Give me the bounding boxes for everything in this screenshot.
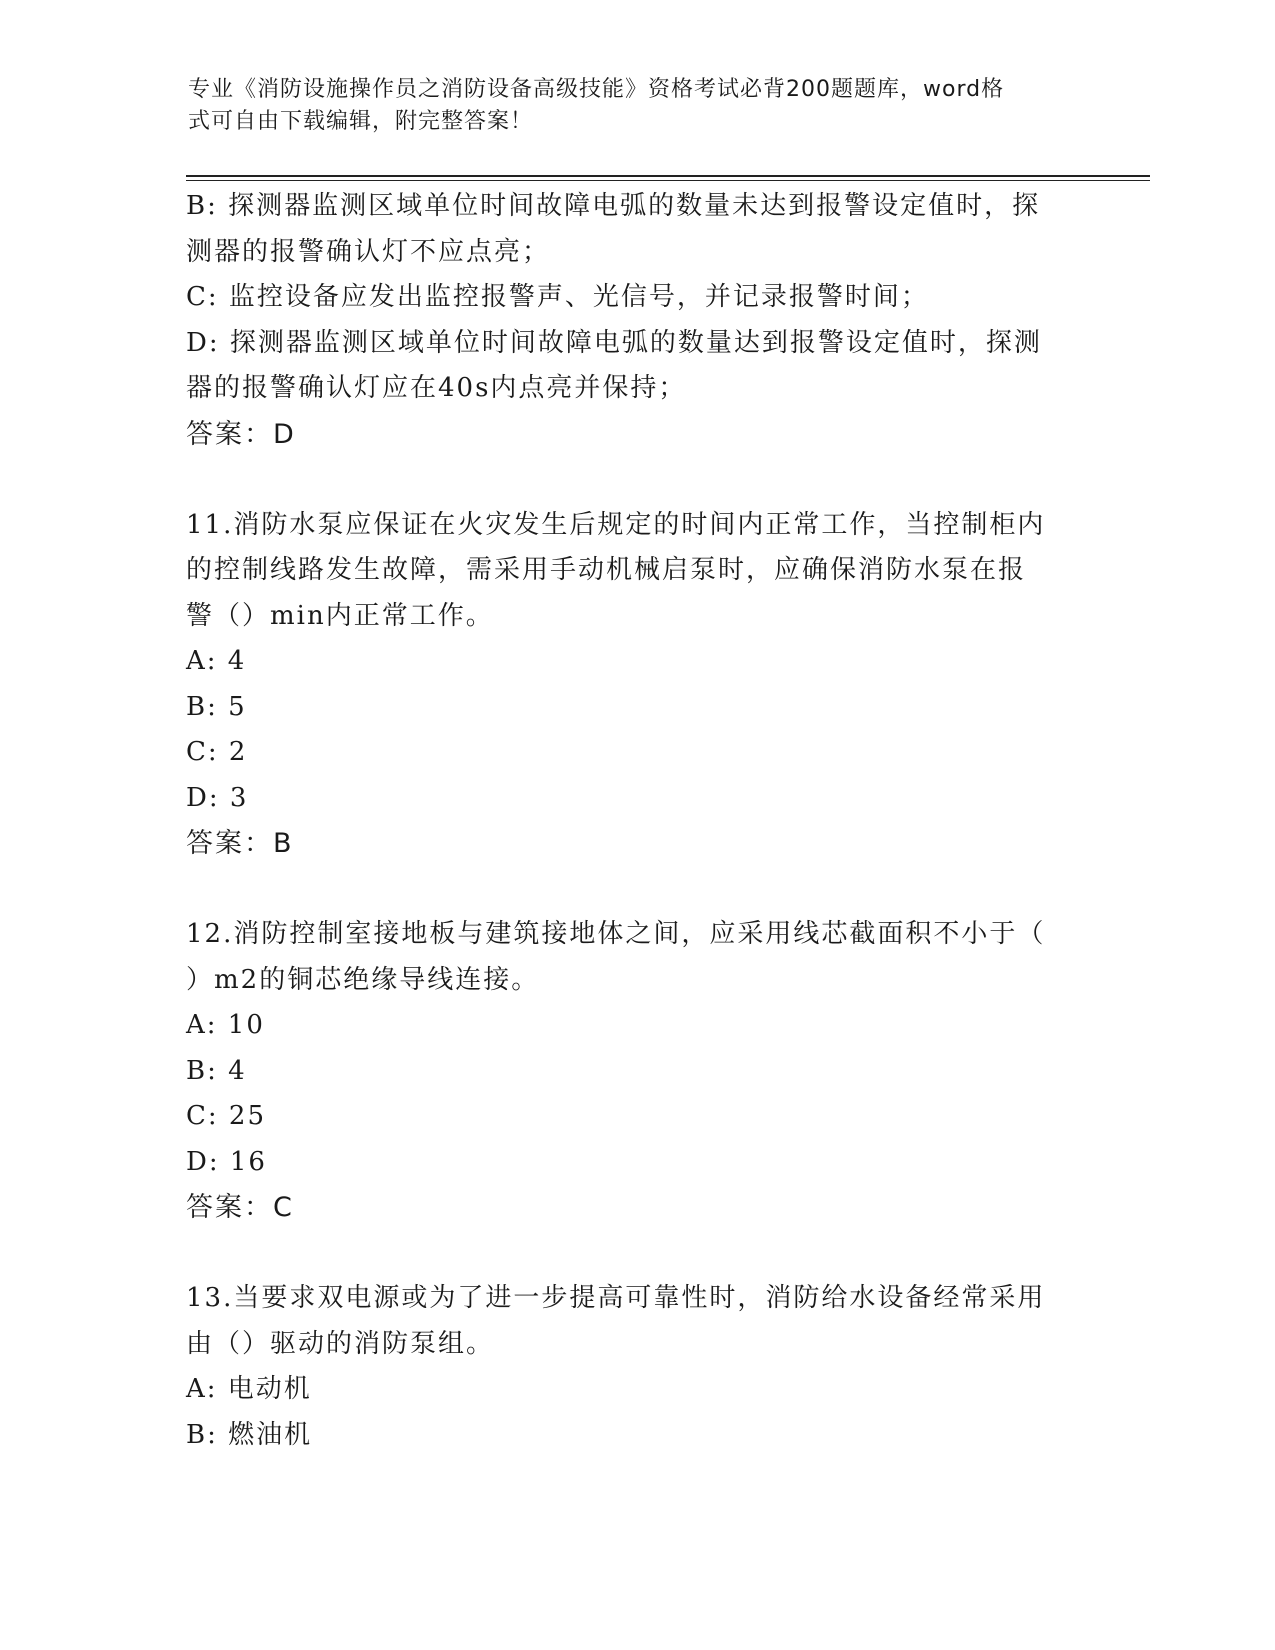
option-c: C: 2 xyxy=(186,737,248,767)
option-d: D: 16 xyxy=(186,1146,267,1177)
answer: 答案：B xyxy=(186,828,294,859)
header-line-2: 式可自由下载编辑，附完整答案！ xyxy=(188,109,534,134)
question-text-line-1: 12.消防控制室接地板与建筑接地体之间，应采用线芯截面积不小于（ xyxy=(186,919,1046,949)
spacer xyxy=(186,1231,1076,1277)
question-12 xyxy=(186,912,1076,1231)
question-13 xyxy=(186,1276,1076,1458)
option-d-line-1: D: 探测器监测区域单位时间故障电弧的数量达到报警设定值时，探测 xyxy=(186,327,1042,358)
question-text-line-2: ）m2的铜芯绝缘导线连接。 xyxy=(186,964,540,995)
document-header xyxy=(188,74,1068,138)
header-line-1: 专业《消防设施操作员之消防设备高级技能》资格考试必背200题题库，word格 xyxy=(188,77,1005,102)
question-10-tail xyxy=(186,184,1076,457)
option-d-line-2: 器的报警确认灯应在40s内点亮并保持； xyxy=(186,373,687,403)
question-text-line-3: 警（）min内正常工作。 xyxy=(186,600,494,631)
answer: 答案：C xyxy=(186,1192,294,1223)
spacer xyxy=(186,457,1076,503)
option-b: B: 5 xyxy=(186,691,247,722)
option-b-line-1: B: 探测器监测区域单位时间故障电弧的数量未达到报警设定值时，探 xyxy=(186,191,1041,221)
header-divider xyxy=(186,175,1150,181)
question-text-line-2: 的控制线路发生故障，需采用手动机械启泵时，应确保消防水泵在报 xyxy=(186,555,1027,585)
option-b-line-2: 测器的报警确认灯不应点亮； xyxy=(186,236,551,267)
question-text-line-1: 11.消防水泵应保证在火灾发生后规定的时间内正常工作，当控制柜内 xyxy=(186,509,1046,540)
question-content xyxy=(186,184,1076,1458)
answer: 答案：D xyxy=(186,418,296,450)
question-11 xyxy=(186,503,1076,867)
option-a: A: 10 xyxy=(186,1010,265,1040)
option-b: B: 4 xyxy=(186,1055,247,1086)
option-d: D: 3 xyxy=(186,782,249,813)
question-text-line-1: 13.当要求双电源或为了进一步提高可靠性时，消防给水设备经常采用 xyxy=(186,1283,1046,1313)
spacer xyxy=(186,867,1076,913)
option-a: A: 4 xyxy=(186,646,247,676)
option-c: C: 监控设备应发出监控报警声、光信号，并记录报警时间； xyxy=(186,282,929,312)
option-c: C: 25 xyxy=(186,1101,267,1131)
option-b: B: 燃油机 xyxy=(186,1419,313,1450)
option-a: A: 电动机 xyxy=(186,1374,312,1404)
question-text-line-2: 由（）驱动的消防泵组。 xyxy=(186,1328,495,1359)
